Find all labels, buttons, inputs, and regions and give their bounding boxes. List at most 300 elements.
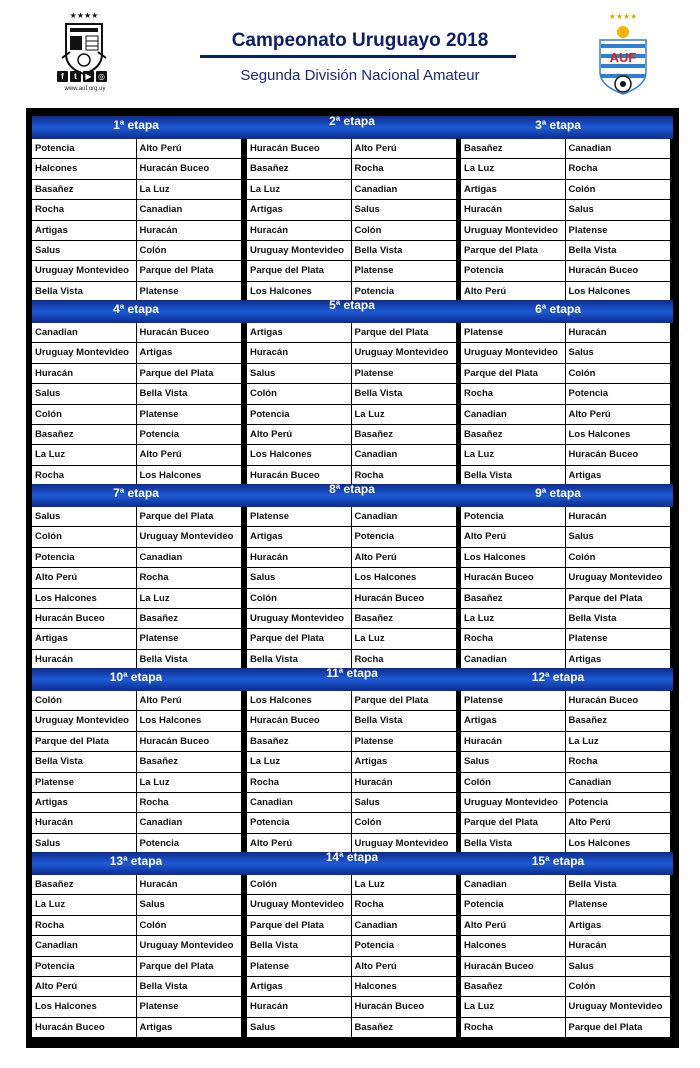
away-team-cell: Alto Perú [139, 449, 182, 461]
home-team-cell: La Luz [461, 159, 566, 178]
home-team-cell: Uruguay Montevideo [461, 343, 566, 362]
match-row [461, 384, 670, 404]
away-team-cell: Canadian [139, 204, 183, 216]
website-link[interactable]: www.auf.org.uy [64, 86, 106, 92]
away-team-cell: Platense [568, 224, 608, 236]
away-team-cell: Artigas [568, 919, 602, 931]
home-team-cell: Potencia [461, 261, 566, 280]
home-team-cell: Huracán [247, 548, 352, 567]
stage-match-table [461, 691, 670, 854]
stage-label: 12ª etapa [531, 670, 585, 684]
stage-row-block [26, 108, 679, 297]
away-team-cell: Rocha [354, 469, 384, 481]
match-row [247, 548, 456, 568]
home-team-cell: Parque del Plata [461, 241, 566, 260]
match-row [32, 629, 241, 649]
match-row [32, 241, 241, 261]
home-team-cell: Platense [247, 957, 352, 976]
away-team-cell: Potencia [568, 388, 609, 400]
home-team-cell: Huracán [247, 221, 352, 240]
fixture-board [26, 108, 679, 1048]
home-team-cell: Rocha [461, 384, 566, 403]
home-team-cell: Huracán [461, 200, 566, 219]
stage-match-table [461, 507, 670, 670]
match-row [461, 343, 670, 363]
away-team-cell: Huracán Buceo [139, 735, 210, 747]
home-team-cell: La Luz [461, 609, 566, 628]
home-team-cell: Salus [461, 752, 566, 771]
home-team-cell: Los Halcones [32, 589, 137, 608]
away-team-cell: Platense [139, 285, 179, 297]
match-row [247, 261, 456, 281]
away-team-cell: Alto Perú [139, 695, 182, 706]
away-team-cell: Huracán [568, 940, 607, 952]
page-header [0, 0, 700, 108]
home-team-cell: Alto Perú [32, 977, 137, 996]
home-team-cell: Uruguay Montevideo [32, 261, 137, 280]
home-team-cell: Parque del Plata [461, 364, 566, 383]
away-team-cell: Platense [139, 408, 179, 420]
away-team-cell: Artigas [354, 756, 388, 768]
away-team-cell: Potencia [568, 796, 609, 808]
home-team-cell: Alto Perú [461, 282, 566, 301]
home-team-cell: Alto Perú [32, 568, 137, 587]
match-row [461, 323, 670, 343]
away-team-cell: Basañez [139, 612, 179, 624]
home-team-cell: Halcones [32, 159, 137, 178]
stage-row-block [26, 660, 679, 849]
away-team-cell: Huracán [139, 879, 178, 890]
away-team-cell: Parque del Plata [354, 327, 429, 338]
away-team-cell: Platense [354, 367, 394, 379]
home-team-cell: La Luz [32, 895, 137, 914]
home-team-cell: Parque del Plata [247, 629, 352, 648]
away-team-cell: Rocha [568, 163, 598, 175]
home-team-cell: Salus [247, 1018, 352, 1037]
home-team-cell: Uruguay Montevideo [461, 221, 566, 240]
home-team-cell: Salus [32, 384, 137, 403]
home-team-cell: Bella Vista [32, 282, 137, 301]
away-team-cell: Parque del Plata [568, 1021, 643, 1033]
home-team-cell: Bella Vista [247, 936, 352, 955]
match-row [461, 425, 670, 445]
away-team-cell: Uruguay Montevideo [354, 347, 449, 359]
home-team-cell: Canadian [247, 793, 352, 812]
stage-label: 3ª etapa [535, 118, 581, 132]
match-row [461, 589, 670, 609]
home-team-cell: Colón [32, 405, 137, 424]
away-team-cell: Potencia [354, 531, 395, 543]
home-team-cell: Artigas [461, 711, 566, 730]
stage-label: 6ª etapa [535, 302, 581, 316]
home-team-cell: Colón [247, 589, 352, 608]
match-row [247, 425, 456, 445]
home-team-cell: Huracán [247, 997, 352, 1016]
away-team-cell: Potencia [139, 837, 180, 849]
match-row [32, 425, 241, 445]
stage-match-table [247, 139, 456, 302]
away-team-cell: Colón [139, 244, 167, 256]
match-row [32, 261, 241, 281]
stage-label: 4ª etapa [113, 302, 159, 316]
match-row [32, 364, 241, 384]
home-team-cell: Basañez [461, 977, 566, 996]
match-row [32, 589, 241, 609]
home-team-cell: La Luz [247, 180, 352, 199]
match-row [461, 507, 670, 527]
home-team-cell: Platense [461, 691, 566, 710]
away-team-cell: Parque del Plata [139, 265, 214, 277]
match-row [247, 895, 456, 915]
twitter-icon[interactable]: t [70, 71, 81, 82]
match-row [461, 200, 670, 220]
match-row [32, 159, 241, 179]
away-team-cell: Colón [568, 183, 596, 195]
match-row [32, 139, 241, 159]
match-row [461, 568, 670, 588]
home-team-cell: Alto Perú [461, 527, 566, 546]
home-team-cell: Alto Perú [461, 916, 566, 935]
match-row [461, 793, 670, 813]
away-team-cell: Platense [568, 899, 608, 911]
away-team-cell: Canadian [139, 551, 183, 563]
match-row [32, 793, 241, 813]
match-row [247, 384, 456, 404]
match-row [461, 691, 670, 711]
away-team-cell: Canadian [354, 183, 398, 195]
away-team-cell: Huracán Buceo [139, 327, 210, 338]
match-row [461, 445, 670, 465]
stage-match-table [247, 507, 456, 670]
match-row [247, 241, 456, 261]
away-team-cell: Huracán Buceo [139, 163, 210, 175]
match-row [32, 691, 241, 711]
match-row [247, 732, 456, 752]
instagram-icon[interactable]: ◎ [96, 71, 107, 82]
away-team-cell: Bella Vista [354, 388, 403, 400]
away-team-cell: Bella Vista [568, 244, 617, 256]
away-team-cell: Huracán Buceo [568, 449, 639, 461]
home-team-cell: Canadian [461, 405, 566, 424]
away-team-cell: Artigas [139, 347, 173, 359]
match-row [461, 159, 670, 179]
away-team-cell: Colón [354, 817, 382, 829]
stage-match-table [461, 323, 670, 486]
home-team-cell: Alto Perú [247, 834, 352, 853]
away-team-cell: La Luz [354, 879, 385, 890]
away-team-cell: Salus [568, 204, 594, 216]
home-team-cell: Salus [32, 834, 137, 853]
home-team-cell: Colón [461, 773, 566, 792]
match-row [461, 875, 670, 895]
stage-label: 7ª etapa [113, 486, 159, 500]
away-team-cell: Halcones [354, 980, 397, 992]
away-team-cell: Alto Perú [354, 551, 397, 563]
away-team-cell: Platense [139, 633, 179, 645]
away-team-cell: Platense [568, 633, 608, 645]
away-team-cell: Uruguay Montevideo [568, 1001, 663, 1013]
away-team-cell: Salus [568, 531, 594, 543]
away-team-cell: Huracán [568, 327, 607, 338]
home-team-cell: Canadian [32, 936, 137, 955]
stage-label: 15ª etapa [531, 854, 585, 868]
home-team-cell: Huracán [32, 364, 137, 383]
match-row [247, 752, 456, 772]
stage-match-table [32, 323, 241, 486]
away-team-cell: Colón [568, 551, 596, 563]
match-row [247, 527, 456, 547]
match-row [461, 977, 670, 997]
match-row [461, 773, 670, 793]
away-team-cell: Alto Perú [568, 817, 611, 829]
home-team-cell: Canadian [461, 875, 566, 894]
crest-stars: ★★★★ [69, 11, 99, 20]
match-row [32, 384, 241, 404]
home-team-cell: Potencia [32, 548, 137, 567]
match-row [32, 507, 241, 527]
away-team-cell: Bella Vista [139, 980, 188, 992]
home-team-cell: Bella Vista [461, 466, 566, 485]
away-team-cell: La Luz [354, 633, 385, 645]
away-team-cell: Artigas [568, 469, 602, 481]
home-team-cell: Los Halcones [461, 548, 566, 567]
away-team-cell: Potencia [139, 428, 180, 440]
away-team-cell: Parque del Plata [139, 511, 214, 522]
match-row [32, 875, 241, 895]
match-row [461, 1018, 670, 1038]
stage-label: 9ª etapa [535, 486, 581, 500]
match-row [32, 221, 241, 241]
match-row [32, 568, 241, 588]
home-team-cell: Los Halcones [247, 282, 352, 301]
match-row [32, 895, 241, 915]
home-team-cell: Rocha [32, 466, 137, 485]
home-team-cell: Los Halcones [32, 997, 137, 1016]
home-team-cell: Huracán Buceo [247, 466, 352, 485]
away-team-cell: Platense [139, 1001, 179, 1013]
stage-label: 13ª etapa [109, 854, 163, 868]
match-row [247, 180, 456, 200]
match-row [461, 936, 670, 956]
match-row [247, 997, 456, 1017]
away-team-cell: Colón [568, 980, 596, 992]
match-row [32, 445, 241, 465]
match-row [247, 200, 456, 220]
away-team-cell: Los Halcones [568, 428, 631, 440]
away-team-cell: Los Halcones [139, 469, 202, 481]
away-team-cell: Basañez [354, 428, 394, 440]
match-row [247, 405, 456, 425]
match-row [461, 813, 670, 833]
match-row [32, 711, 241, 731]
away-team-cell: Los Halcones [354, 572, 417, 584]
home-team-cell: Potencia [247, 813, 352, 832]
away-team-cell: Colón [354, 224, 382, 236]
away-team-cell: La Luz [139, 183, 170, 195]
away-team-cell: Parque del Plata [139, 367, 214, 379]
social-links [57, 71, 107, 82]
home-team-cell: Parque del Plata [461, 813, 566, 832]
match-row [247, 629, 456, 649]
away-team-cell: Canadian [354, 449, 398, 461]
stage-label: 5ª etapa [329, 298, 375, 312]
match-row [461, 221, 670, 241]
shield-stars: ★★★★ [608, 12, 638, 21]
away-team-cell: Bella Vista [139, 388, 188, 400]
away-team-cell: Uruguay Montevideo [354, 837, 449, 849]
away-team-cell: Huracán [354, 776, 393, 788]
away-team-cell: Los Halcones [568, 837, 631, 849]
match-row [32, 405, 241, 425]
match-row [247, 793, 456, 813]
match-row [461, 241, 670, 261]
away-team-cell: Alto Perú [354, 960, 397, 972]
match-row [247, 221, 456, 241]
stage-label: 1ª etapa [113, 118, 159, 132]
away-team-cell: Canadian [568, 143, 612, 154]
stage-label: 14ª etapa [325, 850, 379, 864]
home-team-cell: Salus [32, 507, 137, 526]
home-team-cell: Basañez [32, 180, 137, 199]
away-team-cell: Canadian [139, 817, 183, 829]
home-team-cell: Platense [461, 323, 566, 342]
match-row [461, 364, 670, 384]
away-team-cell: Rocha [139, 796, 169, 808]
away-team-cell: Bella Vista [139, 653, 188, 665]
stage-match-table [32, 139, 241, 302]
away-team-cell: Canadian [568, 776, 612, 788]
away-team-cell: Platense [354, 265, 394, 277]
match-row [32, 977, 241, 997]
stage-match-table [247, 323, 456, 486]
home-team-cell: Artigas [32, 221, 137, 240]
home-team-cell: Bella Vista [247, 650, 352, 669]
match-row [32, 936, 241, 956]
away-team-cell: Salus [354, 796, 380, 808]
match-row [461, 548, 670, 568]
auf-shield-logo [592, 10, 654, 100]
match-row [32, 548, 241, 568]
home-team-cell: Canadian [32, 323, 137, 342]
stage-label: 11ª etapa [326, 666, 378, 680]
home-team-cell: La Luz [461, 997, 566, 1016]
away-team-cell: Platense [354, 735, 394, 747]
home-team-cell: Parque del Plata [247, 916, 352, 935]
home-team-cell: Uruguay Montevideo [461, 793, 566, 812]
home-team-cell: Platense [247, 507, 352, 526]
away-team-cell: Huracán Buceo [568, 695, 639, 706]
stage-row-block [26, 476, 679, 665]
match-row [247, 568, 456, 588]
youtube-icon[interactable]: ▶ [83, 71, 94, 82]
match-row [461, 916, 670, 936]
match-row [247, 323, 456, 343]
away-team-cell: Salus [139, 899, 165, 911]
stage-label: 2ª etapa [329, 114, 375, 128]
match-row [32, 732, 241, 752]
away-team-cell: Bella Vista [354, 715, 403, 727]
match-row [247, 711, 456, 731]
home-team-cell: Salus [32, 241, 137, 260]
away-team-cell: Potencia [354, 285, 395, 297]
home-team-cell: Los Halcones [247, 445, 352, 464]
away-team-cell: Artigas [568, 653, 602, 665]
away-team-cell: Parque del Plata [568, 592, 643, 604]
home-team-cell: Huracán Buceo [461, 568, 566, 587]
home-team-cell: Artigas [247, 977, 352, 996]
stage-match-table [461, 875, 670, 1038]
match-row [32, 343, 241, 363]
home-team-cell: Rocha [461, 629, 566, 648]
match-row [32, 323, 241, 343]
away-team-cell: Basañez [568, 715, 608, 727]
home-team-cell: Rocha [32, 916, 137, 935]
match-row [247, 159, 456, 179]
home-team-cell: Huracán Buceo [32, 609, 137, 628]
match-row [461, 609, 670, 629]
home-team-cell: Potencia [32, 957, 137, 976]
away-team-cell: Bella Vista [354, 244, 403, 256]
home-team-cell: Huracán [32, 650, 137, 669]
home-team-cell: Bella Vista [461, 834, 566, 853]
match-row [247, 977, 456, 997]
away-team-cell: Uruguay Montevideo [139, 940, 234, 952]
away-team-cell: Artigas [139, 1021, 173, 1033]
match-row [461, 405, 670, 425]
home-team-cell: Basañez [32, 875, 137, 894]
away-team-cell: Rocha [139, 572, 169, 584]
home-team-cell: Colón [247, 384, 352, 403]
away-team-cell: Canadian [354, 919, 398, 931]
home-team-cell: Rocha [32, 200, 137, 219]
home-team-cell: Rocha [461, 1018, 566, 1037]
home-team-cell: Parque del Plata [247, 261, 352, 280]
match-row [32, 773, 241, 793]
match-row [247, 139, 456, 159]
match-row [32, 957, 241, 977]
match-row [461, 752, 670, 772]
match-row [461, 629, 670, 649]
match-row [461, 527, 670, 547]
page-subtitle: Segunda División Nacional Amateur [240, 67, 480, 84]
away-team-cell: Colón [568, 367, 596, 379]
away-team-cell: La Luz [354, 408, 385, 420]
home-team-cell: Artigas [247, 527, 352, 546]
home-team-cell: Colón [247, 875, 352, 894]
stage-match-table [32, 507, 241, 670]
stage-match-table [461, 139, 670, 302]
away-team-cell: Salus [568, 347, 594, 359]
away-team-cell: Uruguay Montevideo [139, 531, 234, 543]
away-team-cell: Los Halcones [139, 715, 202, 727]
away-team-cell: Huracán [568, 511, 607, 522]
match-row [247, 773, 456, 793]
home-team-cell: Uruguay Montevideo [32, 711, 137, 730]
home-team-cell: Uruguay Montevideo [32, 343, 137, 362]
match-row [247, 813, 456, 833]
home-team-cell: Huracán [32, 813, 137, 832]
match-row [461, 180, 670, 200]
stage-label: 10ª etapa [109, 670, 163, 684]
away-team-cell: Basañez [139, 756, 179, 768]
home-team-cell: Huracán Buceo [247, 139, 352, 158]
home-team-cell: Uruguay Montevideo [247, 895, 352, 914]
home-team-cell: Basañez [247, 159, 352, 178]
match-row [461, 139, 670, 159]
match-row [247, 957, 456, 977]
home-team-cell: Potencia [461, 507, 566, 526]
facebook-icon[interactable]: f [57, 71, 68, 82]
